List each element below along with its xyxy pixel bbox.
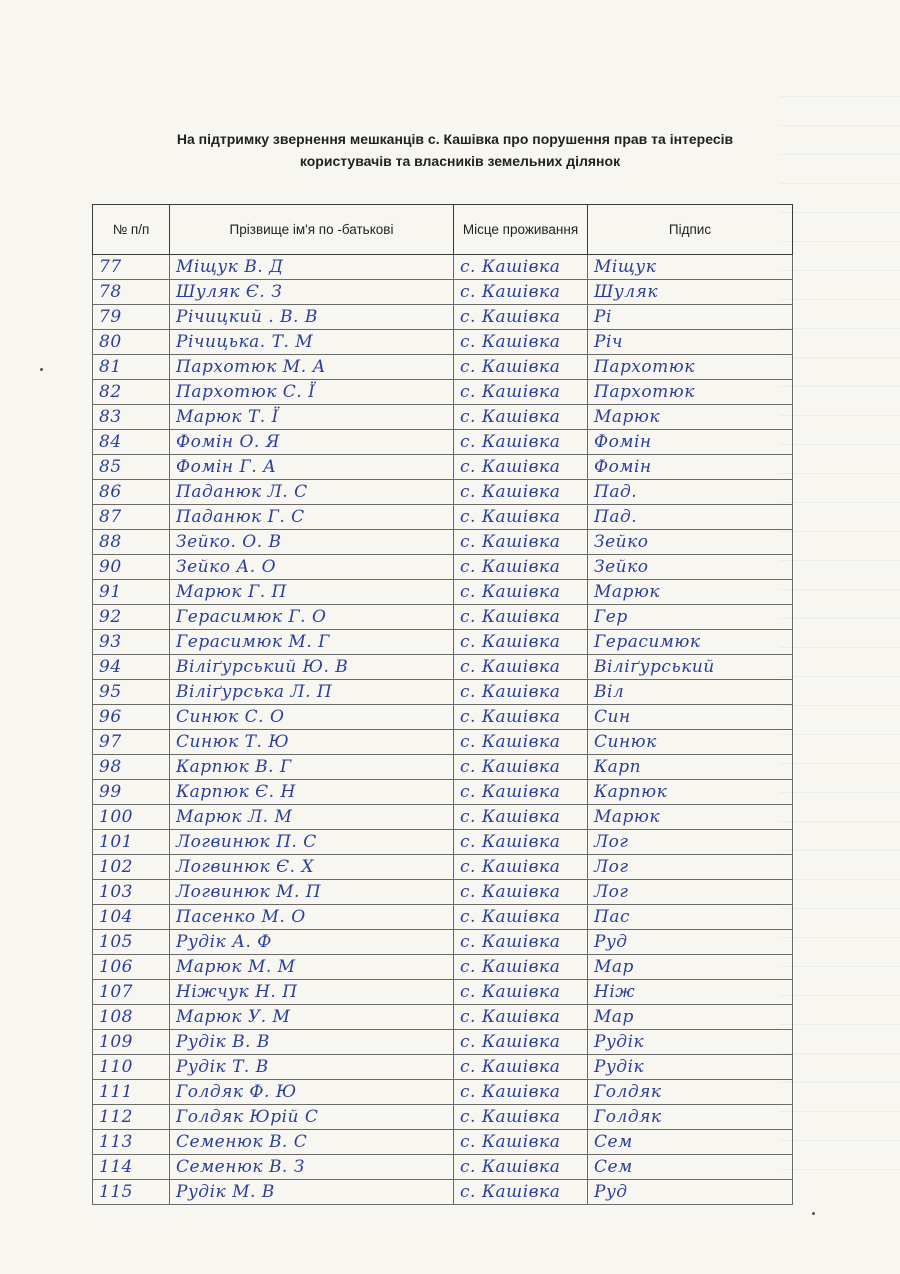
residence: с. Кашівка (454, 1105, 588, 1130)
table-row (93, 330, 793, 355)
residence: с. Кашівка (454, 1180, 588, 1205)
table-row (93, 630, 793, 655)
person-name: Рудік А. Ф (170, 930, 454, 955)
row-number: 91 (93, 580, 170, 605)
table-header-row (93, 205, 793, 255)
column-header-place: Місце проживання (454, 205, 588, 255)
row-number: 93 (93, 630, 170, 655)
residence: с. Кашівка (454, 755, 588, 780)
table-row (93, 705, 793, 730)
table-row (93, 605, 793, 630)
table-row (93, 1130, 793, 1155)
residence: с. Кашівка (454, 1030, 588, 1055)
signature: Пархотюк (588, 380, 793, 405)
row-number: 106 (93, 955, 170, 980)
table-row (93, 755, 793, 780)
table-row (93, 955, 793, 980)
table-row (93, 655, 793, 680)
row-number: 113 (93, 1130, 170, 1155)
residence: с. Кашівка (454, 605, 588, 630)
person-name: Рудік В. В (170, 1030, 454, 1055)
person-name: Логвинюк П. С (170, 830, 454, 855)
row-number: 114 (93, 1155, 170, 1180)
table-row (93, 1155, 793, 1180)
person-name: Карпюк Є. Н (170, 780, 454, 805)
residence: с. Кашівка (454, 705, 588, 730)
residence: с. Кашівка (454, 430, 588, 455)
residence: с. Кашівка (454, 480, 588, 505)
title-line-2: користувачів та власників земельних ділянок (299, 153, 621, 169)
signature-table (92, 204, 793, 1205)
person-name: Герасимюк М. Г (170, 630, 454, 655)
residence: с. Кашівка (454, 505, 588, 530)
person-name: Річицька. Т. М (170, 330, 454, 355)
table-body (93, 255, 793, 1205)
table-row (93, 430, 793, 455)
signature: Фомін (588, 430, 793, 455)
row-number: 104 (93, 905, 170, 930)
table-row (93, 555, 793, 580)
table-row (93, 1005, 793, 1030)
person-name: Марюк М. М (170, 955, 454, 980)
row-number: 94 (93, 655, 170, 680)
signature: Фомін (588, 455, 793, 480)
table-row (93, 280, 793, 305)
document-title (100, 128, 810, 172)
signature: Марюк (588, 805, 793, 830)
row-number: 92 (93, 605, 170, 630)
signature: Зейко (588, 555, 793, 580)
table-row (93, 455, 793, 480)
person-name: Герасимюк Г. О (170, 605, 454, 630)
person-name: Голдяк Ф. Ю (170, 1080, 454, 1105)
speck (40, 368, 43, 371)
row-number: 85 (93, 455, 170, 480)
row-number: 82 (93, 380, 170, 405)
title-line-1: На підтримку звернення мешканців с. Кашівка про порушення прав та інтересів (176, 131, 734, 147)
signature: Марюк (588, 580, 793, 605)
person-name: Віліґурський Ю. В (170, 655, 454, 680)
table-row (93, 680, 793, 705)
table-row (93, 930, 793, 955)
person-name: Шуляк Є. З (170, 280, 454, 305)
signature: Карпюк (588, 780, 793, 805)
residence: с. Кашівка (454, 1155, 588, 1180)
residence: с. Кашівка (454, 980, 588, 1005)
table-row (93, 480, 793, 505)
signature: Голдяк (588, 1080, 793, 1105)
row-number: 79 (93, 305, 170, 330)
signature: Карп (588, 755, 793, 780)
table-row (93, 405, 793, 430)
person-name: Паданюк Г. С (170, 505, 454, 530)
signature: Герасимюк (588, 630, 793, 655)
signature: Річ (588, 330, 793, 355)
person-name: Пархотюк С. Ї (170, 380, 454, 405)
row-number: 102 (93, 855, 170, 880)
person-name: Марюк Т. Ї (170, 405, 454, 430)
row-number: 100 (93, 805, 170, 830)
row-number: 109 (93, 1030, 170, 1055)
row-number: 80 (93, 330, 170, 355)
residence: с. Кашівка (454, 830, 588, 855)
residence: с. Кашівка (454, 730, 588, 755)
signature: Шуляк (588, 280, 793, 305)
row-number: 111 (93, 1080, 170, 1105)
residence: с. Кашівка (454, 1055, 588, 1080)
column-header-number: № п/п (93, 205, 170, 255)
signature: Рі (588, 305, 793, 330)
row-number: 86 (93, 480, 170, 505)
signature: Голдяк (588, 1105, 793, 1130)
signature: Руд (588, 930, 793, 955)
person-name: Фомін О. Я (170, 430, 454, 455)
table-row (93, 380, 793, 405)
table-row (93, 1030, 793, 1055)
signature: Лог (588, 880, 793, 905)
residence: с. Кашівка (454, 1130, 588, 1155)
signature: Зейко (588, 530, 793, 555)
signature: Рудік (588, 1030, 793, 1055)
row-number: 105 (93, 930, 170, 955)
row-number: 83 (93, 405, 170, 430)
row-number: 97 (93, 730, 170, 755)
signature: Віліґурський (588, 655, 793, 680)
residence: с. Кашівка (454, 880, 588, 905)
person-name: Синюк Т. Ю (170, 730, 454, 755)
person-name: Семенюк В. С (170, 1130, 454, 1155)
person-name: Фомін Г. А (170, 455, 454, 480)
row-number: 95 (93, 680, 170, 705)
row-number: 101 (93, 830, 170, 855)
signature-sheet (92, 204, 792, 1202)
row-number: 84 (93, 430, 170, 455)
signature: Міщук (588, 255, 793, 280)
residence: с. Кашівка (454, 305, 588, 330)
residence: с. Кашівка (454, 280, 588, 305)
row-number: 87 (93, 505, 170, 530)
residence: с. Кашівка (454, 930, 588, 955)
person-name: Ніжчук Н. П (170, 980, 454, 1005)
residence: с. Кашівка (454, 855, 588, 880)
table-row (93, 905, 793, 930)
person-name: Логвинюк Є. Х (170, 855, 454, 880)
residence: с. Кашівка (454, 805, 588, 830)
bleed-through-grid (780, 96, 900, 1176)
person-name: Голдяк Юрій С (170, 1105, 454, 1130)
signature: Лог (588, 855, 793, 880)
person-name: Рудік Т. В (170, 1055, 454, 1080)
signature: Синюк (588, 730, 793, 755)
row-number: 90 (93, 555, 170, 580)
signature: Марюк (588, 405, 793, 430)
person-name: Зейко А. О (170, 555, 454, 580)
residence: с. Кашівка (454, 330, 588, 355)
residence: с. Кашівка (454, 1080, 588, 1105)
table-row (93, 1080, 793, 1105)
table-row (93, 805, 793, 830)
person-name: Марюк У. М (170, 1005, 454, 1030)
table-row (93, 880, 793, 905)
signature: Мар (588, 955, 793, 980)
row-number: 108 (93, 1005, 170, 1030)
table-row (93, 730, 793, 755)
person-name: Пасенко М. О (170, 905, 454, 930)
person-name: Семенюк В. З (170, 1155, 454, 1180)
residence: с. Кашівка (454, 355, 588, 380)
row-number: 115 (93, 1180, 170, 1205)
signature: Сем (588, 1155, 793, 1180)
residence: с. Кашівка (454, 455, 588, 480)
residence: с. Кашівка (454, 255, 588, 280)
signature: Мар (588, 1005, 793, 1030)
person-name: Міщук В. Д (170, 255, 454, 280)
table-row (93, 855, 793, 880)
row-number: 107 (93, 980, 170, 1005)
person-name: Логвинюк М. П (170, 880, 454, 905)
signature: Пас (588, 905, 793, 930)
signature: Ніж (588, 980, 793, 1005)
table-row (93, 505, 793, 530)
person-name: Марюк Л. М (170, 805, 454, 830)
person-name: Карпюк В. Г (170, 755, 454, 780)
table-row (93, 305, 793, 330)
table-row (93, 1180, 793, 1205)
signature: Лог (588, 830, 793, 855)
row-number: 96 (93, 705, 170, 730)
table-row (93, 780, 793, 805)
residence: с. Кашівка (454, 405, 588, 430)
person-name: Марюк Г. П (170, 580, 454, 605)
residence: с. Кашівка (454, 955, 588, 980)
row-number: 78 (93, 280, 170, 305)
person-name: Синюк С. О (170, 705, 454, 730)
signature: Гер (588, 605, 793, 630)
residence: с. Кашівка (454, 905, 588, 930)
signature: Віл (588, 680, 793, 705)
table-row (93, 530, 793, 555)
person-name: Рудік М. В (170, 1180, 454, 1205)
column-header-name: Прізвище ім'я по -батькові (170, 205, 454, 255)
signature: Руд (588, 1180, 793, 1205)
signature: Сем (588, 1130, 793, 1155)
row-number: 112 (93, 1105, 170, 1130)
person-name: Віліґурська Л. П (170, 680, 454, 705)
residence: с. Кашівка (454, 530, 588, 555)
signature: Пад. (588, 480, 793, 505)
row-number: 98 (93, 755, 170, 780)
table-row (93, 255, 793, 280)
signature: Пад. (588, 505, 793, 530)
person-name: Пархотюк М. А (170, 355, 454, 380)
residence: с. Кашівка (454, 380, 588, 405)
table-row (93, 580, 793, 605)
signature: Рудік (588, 1055, 793, 1080)
person-name: Паданюк Л. С (170, 480, 454, 505)
table-row (93, 1055, 793, 1080)
table-row (93, 830, 793, 855)
residence: с. Кашівка (454, 680, 588, 705)
signature: Син (588, 705, 793, 730)
row-number: 103 (93, 880, 170, 905)
residence: с. Кашівка (454, 1005, 588, 1030)
residence: с. Кашівка (454, 780, 588, 805)
residence: с. Кашівка (454, 580, 588, 605)
residence: с. Кашівка (454, 555, 588, 580)
speck (812, 1212, 815, 1215)
row-number: 88 (93, 530, 170, 555)
row-number: 81 (93, 355, 170, 380)
table-row (93, 355, 793, 380)
row-number: 77 (93, 255, 170, 280)
signature: Пархотюк (588, 355, 793, 380)
residence: с. Кашівка (454, 630, 588, 655)
row-number: 99 (93, 780, 170, 805)
column-header-signature: Підпис (588, 205, 793, 255)
residence: с. Кашівка (454, 655, 588, 680)
table-row (93, 1105, 793, 1130)
person-name: Зейко. О. В (170, 530, 454, 555)
person-name: Річицкий . В. В (170, 305, 454, 330)
row-number: 110 (93, 1055, 170, 1080)
table-row (93, 980, 793, 1005)
